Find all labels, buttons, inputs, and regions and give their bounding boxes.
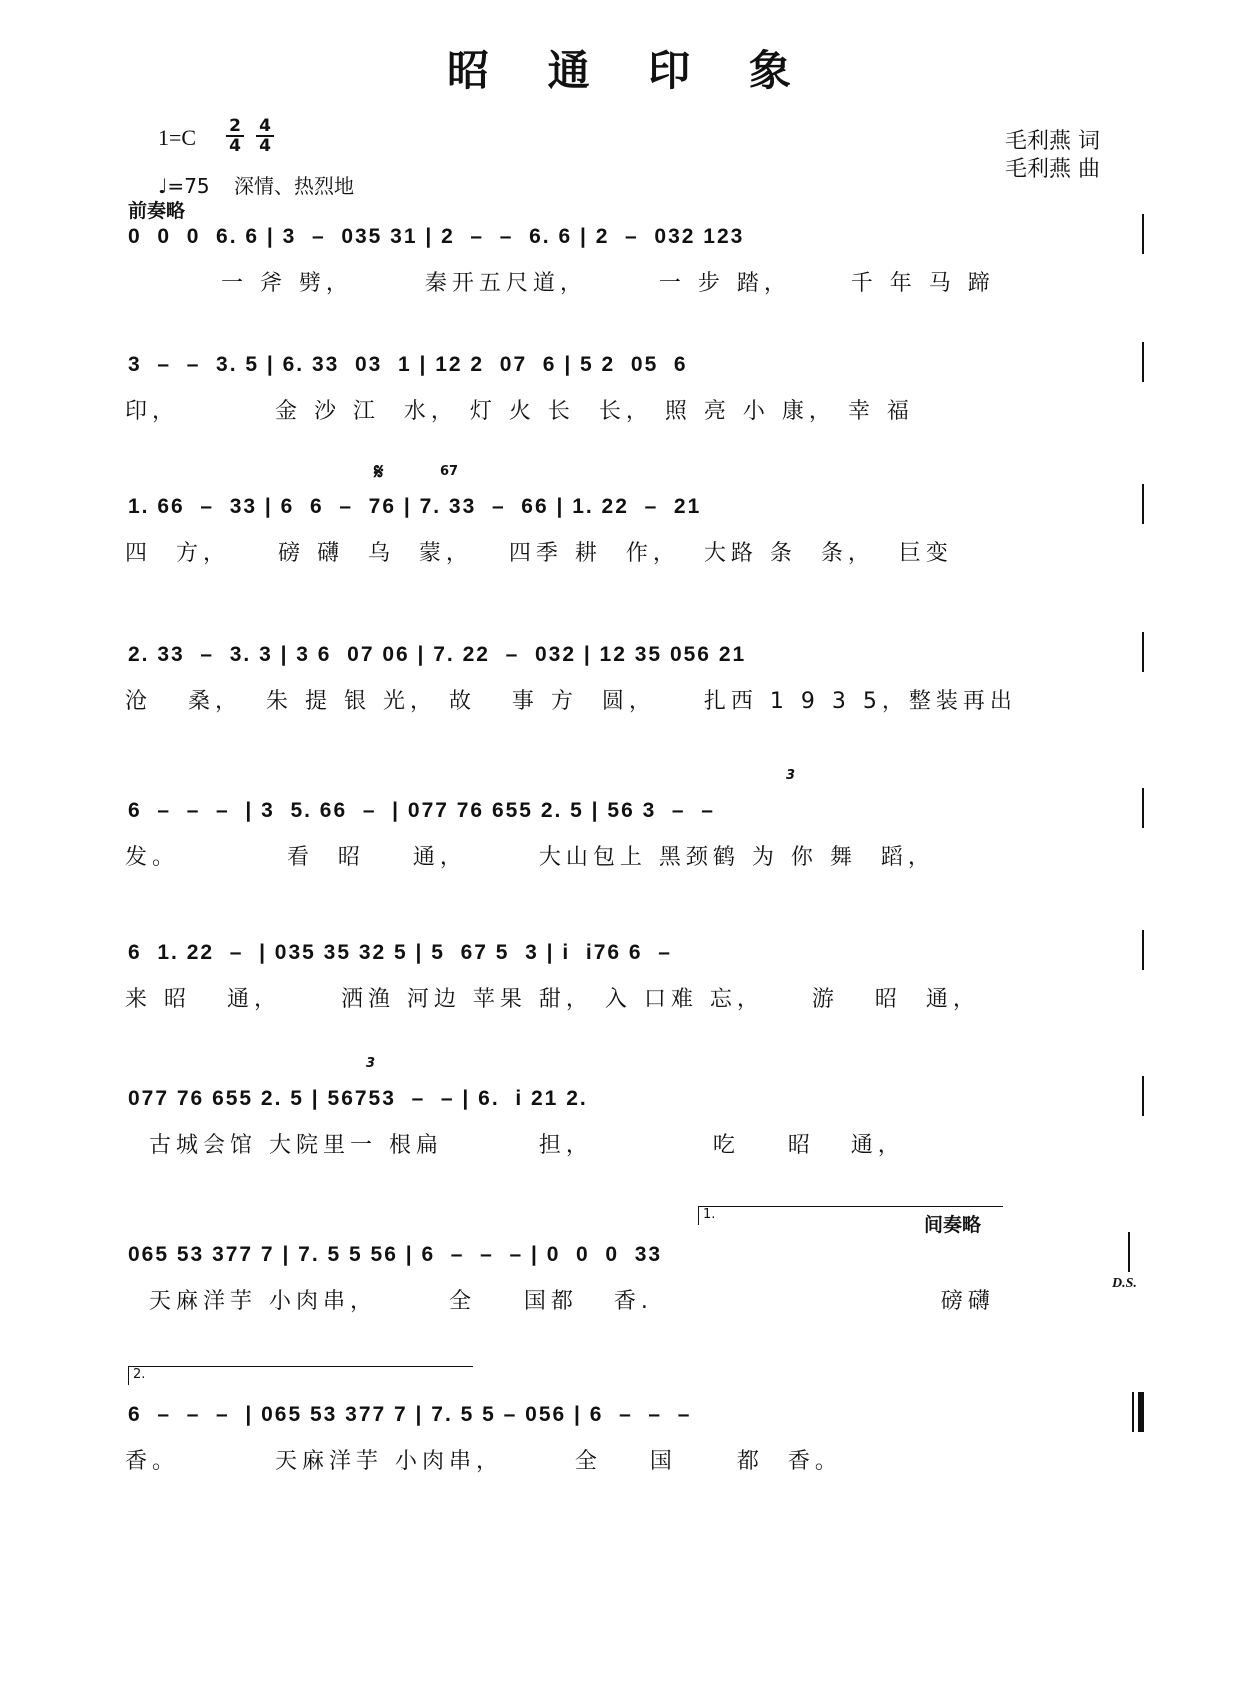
tempo-marking xyxy=(158,170,354,199)
barline xyxy=(1142,788,1144,828)
staff-system-2 xyxy=(0,346,1260,486)
second-ending-bracket xyxy=(128,1366,473,1385)
staff-system-6 xyxy=(0,934,1260,1074)
grace-notes: 67 xyxy=(440,464,459,479)
staff-system-5 xyxy=(0,768,1260,932)
staff-system-9 xyxy=(0,1367,1260,1536)
interlude-label: 间奏略 xyxy=(924,1214,982,1236)
notation-line: 0 0 0 6. 6 | 3 – 035 31 | 2 – – 6. 6 | 2 – 032 123 xyxy=(128,225,745,248)
staff-system-3 xyxy=(0,460,1260,628)
lyrics-line: 印， 金 沙 江 水， 灯 火 长 长， 照 亮 小 康， 幸 福 xyxy=(125,399,914,424)
staff-system-4 xyxy=(0,636,1260,776)
intro-label: 前奏略 xyxy=(128,200,186,222)
lyrics-line: 来 昭 通， 洒渔 河边 苹果 甜， 入 口难 忘， 游 昭 通， xyxy=(125,987,980,1012)
barline xyxy=(1142,632,1144,672)
barline xyxy=(1142,342,1144,382)
tuplet-mark: 3 xyxy=(366,1056,376,1071)
barline xyxy=(1142,484,1144,524)
notation-line: 6 – – – | 3 5. 66 – | 077 76 655 2. 5 | 56 3 – – xyxy=(128,799,715,822)
lyricist: 毛利燕 词 xyxy=(1005,129,1100,154)
barline xyxy=(1142,214,1144,254)
notation-line: 6 1. 22 – | 035 35 32 5 | 5 67 5 3 | i i76 6 – xyxy=(128,941,672,964)
segno-sign: 𝄋 xyxy=(374,460,384,485)
time-signature-4-4: 4 4 xyxy=(256,118,274,154)
staff-system-8 xyxy=(0,1207,1260,1376)
credits xyxy=(1005,128,1100,184)
lyrics-line: 发。 看 昭 通， 大山包上 黑颈鹤 为 你 舞 蹈， xyxy=(125,845,935,870)
dal-segno-mark: D.S. xyxy=(1112,1276,1137,1291)
notation-line: 077 76 655 2. 5 | 56753 – – | 6. i 21 2. xyxy=(128,1087,588,1110)
staff-system-1 xyxy=(0,200,1260,358)
first-ending-label: 1. xyxy=(703,1207,716,1222)
notation-line: 3 – – 3. 5 | 6. 33 03 1 | 12 2 07 6 | 5 2 05 6 xyxy=(128,353,688,376)
lyrics-line: 一 斧 劈， 秦开五尺道， 一 步 踏， 千 年 马 蹄 xyxy=(125,271,995,296)
notation-line: 6 – – – | 065 53 377 7 | 7. 5 5 – 056 | 6 – – – xyxy=(128,1403,692,1426)
barline xyxy=(1142,1076,1144,1116)
lyrics-line: 古城会馆 大院里一 根扁 担， 吃 昭 通， xyxy=(125,1133,905,1158)
key-signature xyxy=(158,125,196,151)
barline xyxy=(1128,1232,1130,1272)
tuplet-mark: 3 xyxy=(786,768,796,783)
notation-line: 1. 66 – 33 | 6 6 – 76 | 7. 33 – 66 | 1. 22 – 21 xyxy=(128,495,702,518)
final-barline-thin xyxy=(1132,1392,1134,1432)
notation-line: 2. 33 – 3. 3 | 3 6 07 06 | 7. 22 – 032 | 12 35 056 21 xyxy=(128,643,747,666)
key-text: 1=C xyxy=(158,125,197,150)
expression-text: 深情、热烈地 xyxy=(234,174,354,198)
lyrics-line: 天麻洋芋 小肉串， 全 国都 香. 磅礴 xyxy=(125,1289,995,1314)
time-signature-2-4: 2 4 xyxy=(226,118,244,154)
notation-line: 065 53 377 7 | 7. 5 5 56 | 6 – – – | 0 0 0 33 xyxy=(128,1243,663,1266)
second-ending-label: 2. xyxy=(133,1367,146,1382)
lyrics-line: 四 方， 磅 礴 乌 蒙， 四季 耕 作， 大路 条 条， 巨变 xyxy=(125,541,953,566)
lyrics-line: 香。 天麻洋芋 小肉串， 全 国 都 香。 xyxy=(125,1449,842,1474)
staff-system-7 xyxy=(0,1056,1260,1220)
composer: 毛利燕 曲 xyxy=(1005,157,1100,182)
tempo-value: ♩=75 xyxy=(158,174,210,198)
lyrics-line: 沧 桑， 朱 提 银 光， 故 事 方 圆， 扎西 1 9 3 5，整装再出 xyxy=(125,689,1017,714)
final-barline-thick xyxy=(1138,1392,1144,1432)
song-title: 昭 通 印 象 xyxy=(447,46,813,95)
barline xyxy=(1142,930,1144,970)
